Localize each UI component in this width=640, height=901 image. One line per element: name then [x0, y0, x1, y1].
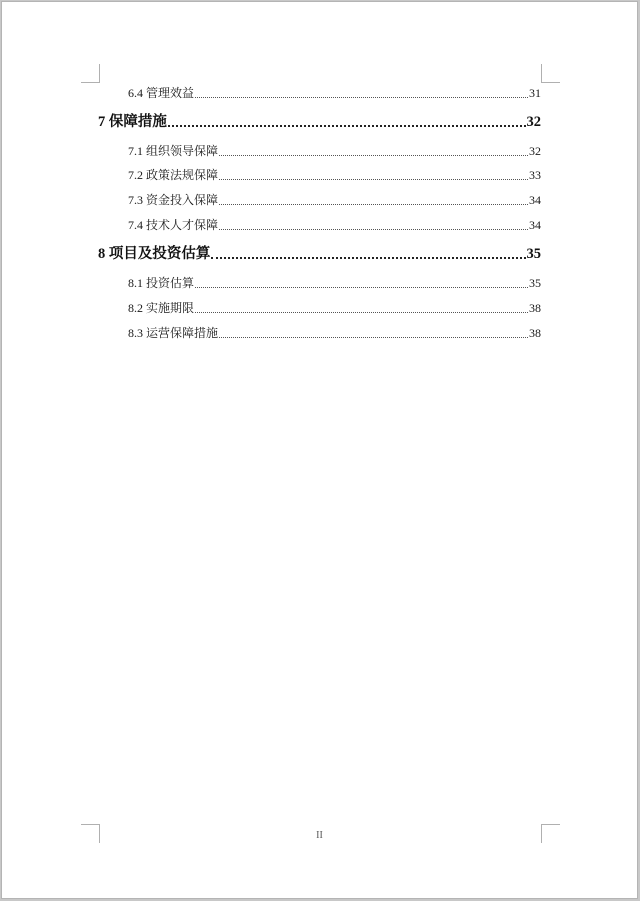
toc-leader-dots	[195, 312, 528, 313]
toc-entry-label: 8.2 实施期限	[128, 301, 195, 315]
toc-entry-7-2[interactable]	[98, 167, 541, 183]
toc-entry-7-3[interactable]	[98, 192, 541, 208]
toc-entry-label: 7 保障措施	[98, 114, 167, 130]
toc-entry-8[interactable]	[98, 244, 541, 263]
toc-leader-dots	[219, 229, 528, 230]
crop-mark-top-right	[541, 64, 560, 83]
toc-entry-page: 35	[529, 276, 541, 290]
toc-entry-label: 7.1 组织领导保障	[128, 144, 219, 158]
toc-entry-page: 34	[529, 193, 541, 207]
document-page	[1, 1, 638, 899]
toc-entry-label: 7.4 技术人才保障	[128, 218, 219, 232]
toc-entry-page: 32	[529, 144, 541, 158]
toc-leader-dots	[219, 204, 528, 205]
toc-entry-6-4[interactable]	[98, 85, 541, 101]
toc-entry-label: 6.4 管理效益	[128, 86, 195, 100]
toc-entry-label: 8.1 投资估算	[128, 276, 195, 290]
toc-entry-7-1[interactable]	[98, 143, 541, 159]
toc-leader-dots	[211, 257, 525, 259]
toc-entry-8-1[interactable]	[98, 275, 541, 291]
toc-entry-label: 7.3 资金投入保障	[128, 193, 219, 207]
toc-entry-label: 7.2 政策法规保障	[128, 168, 219, 182]
toc-entry-8-2[interactable]	[98, 300, 541, 316]
toc-entry-7[interactable]	[98, 112, 541, 131]
toc-entry-7-4[interactable]	[98, 217, 541, 233]
toc-leader-dots	[219, 337, 528, 338]
toc-leader-dots	[195, 287, 528, 288]
toc-entry-page: 33	[529, 168, 541, 182]
toc-entry-page: 38	[529, 326, 541, 340]
toc-leader-dots	[168, 125, 526, 127]
toc-entry-label: 8 项目及投资估算	[98, 246, 211, 262]
toc-leader-dots	[195, 97, 528, 98]
crop-mark-top-left	[81, 64, 100, 83]
toc-leader-dots	[219, 179, 528, 180]
toc-entry-page: 32	[526, 114, 541, 130]
toc-entry-page: 31	[529, 86, 541, 100]
toc-entry-page: 35	[526, 246, 541, 262]
toc-leader-dots	[219, 155, 528, 156]
page-number: II	[316, 830, 323, 841]
toc-entry-page: 34	[529, 218, 541, 232]
toc-entry-label: 8.3 运营保障措施	[128, 326, 219, 340]
toc-entry-8-3[interactable]	[98, 325, 541, 341]
toc-entry-page: 38	[529, 301, 541, 315]
